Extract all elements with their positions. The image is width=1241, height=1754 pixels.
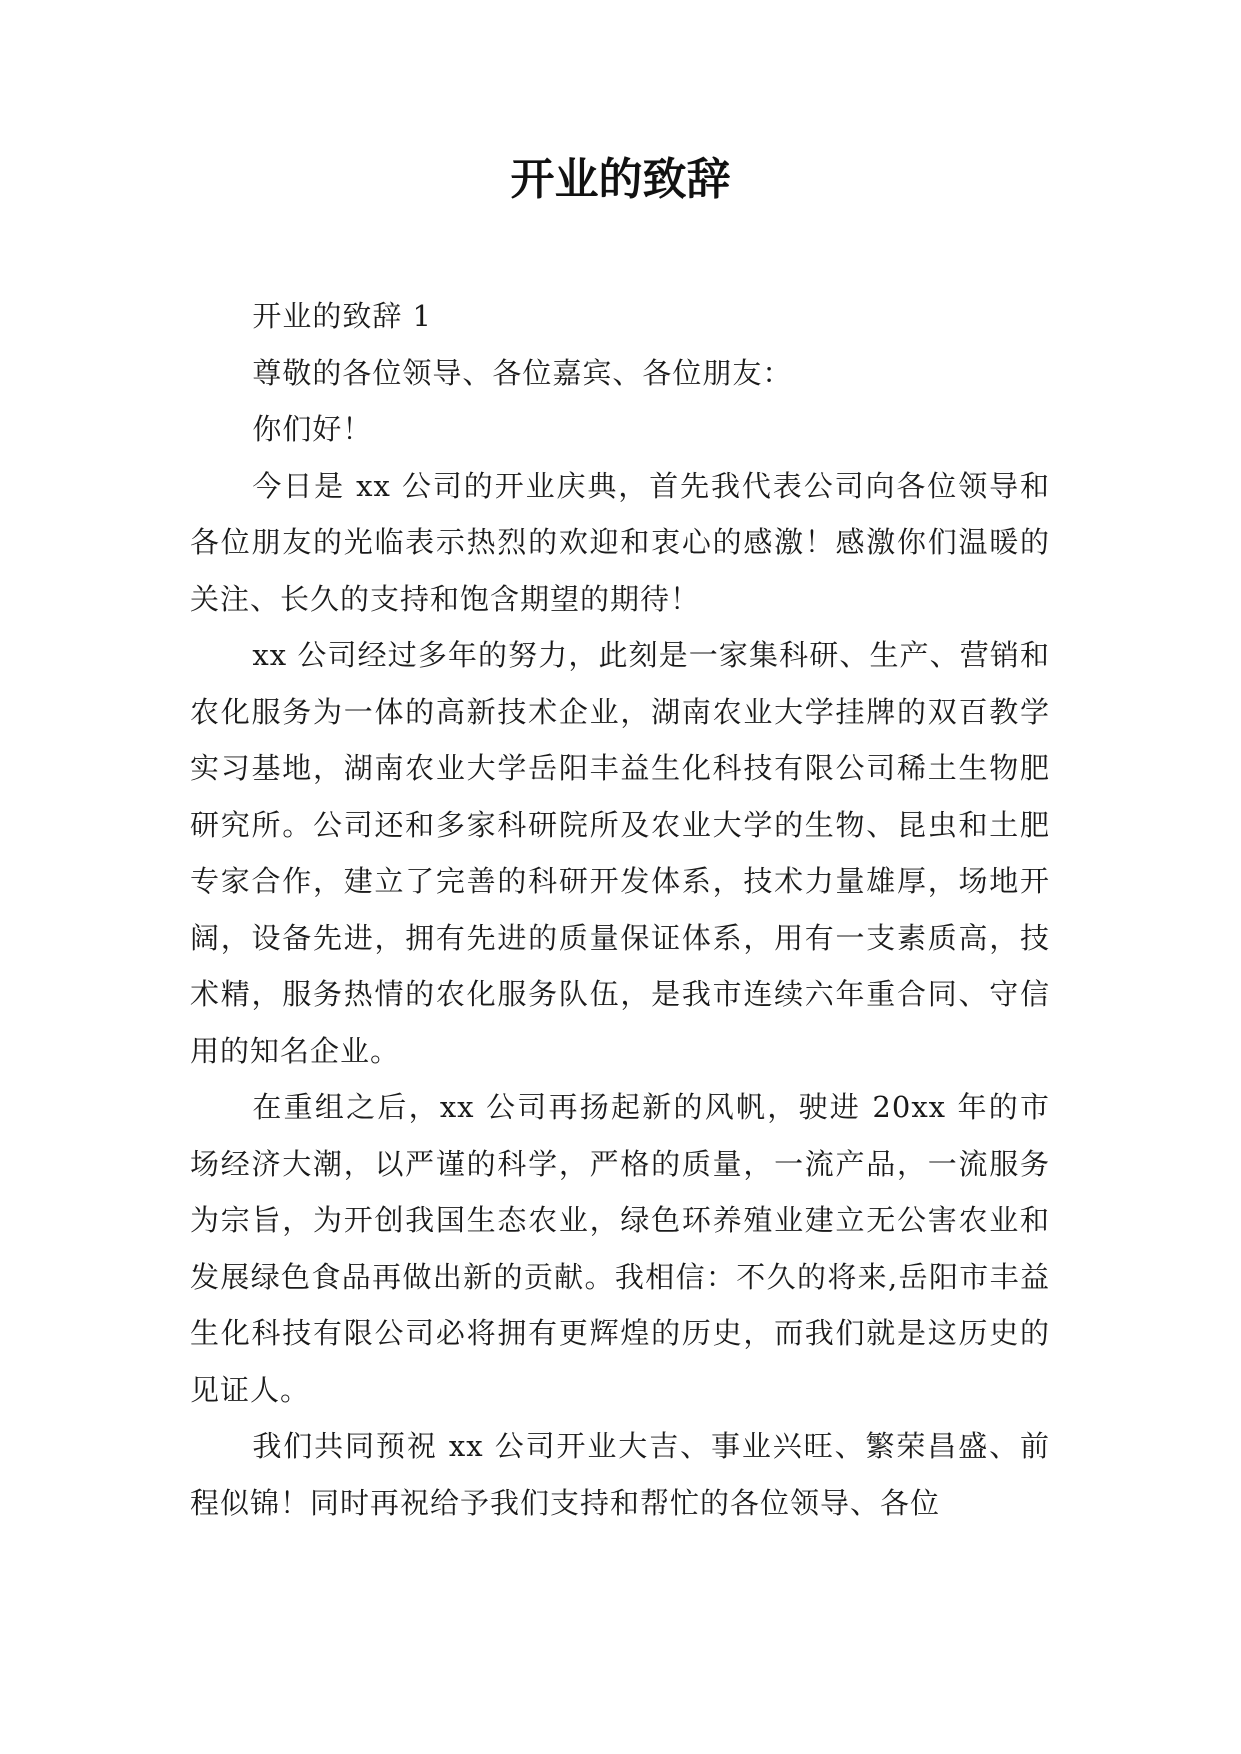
body-paragraph: 我们共同预祝 xx 公司开业大吉、事业兴旺、繁荣昌盛、前程似锦！同时再祝给予我们支持和帮忙的各位领导、各位 bbox=[190, 1429, 1050, 1520]
document-title: 开业的致辞 bbox=[510, 154, 731, 205]
salutation: 尊敬的各位领导、各位嘉宾、各位朋友： bbox=[252, 355, 793, 390]
body-paragraph: 今日是 xx 公司的开业庆典，首先我代表公司向各位领导和各位朋友的光临表示热烈的欢迎和衷心的感激！感激你们温暖的关注、长久的支持和饱含期望的期待！ bbox=[190, 468, 1050, 616]
greeting: 你们好！ bbox=[252, 412, 373, 446]
document-body bbox=[190, 288, 1050, 1531]
body-paragraph: 在重组之后，xx 公司再扬起新的风帆，驶进 20xx 年的市场经济大潮，以严谨的科学，严格的质量，一流产品，一流服务为宗旨，为开创我国生态农业，绿色环养殖业建立无公害农业和发展绿色食品再做出新的贡献。我相信：不久的将来,岳阳市丰益生化科技有限公司必将拥有更辉煌的历史，而我们就是这历史的见证人。 bbox=[190, 1090, 1050, 1407]
section-heading: 开业的致辞 1 bbox=[252, 299, 433, 333]
body-paragraph: xx 公司经过多年的努力，此刻是一家集科研、生产、营销和农化服务为一体的高新技术企业，湖南农业大学挂牌的双百教学实习基地，湖南农业大学岳阳丰益生化科技有限公司稀土生物肥研究所。公司还和多家科研院所及农业大学的生物、昆虫和土肥专家合作，建立了完善的科研开发体系，技术力量雄厚，场地开阔，设备先进，拥有先进的质量保证体系，用有一支素质高，技术精，服务热情的农化服务队伍，是我市连续六年重合同、守信用的知名企业。 bbox=[190, 638, 1050, 1068]
